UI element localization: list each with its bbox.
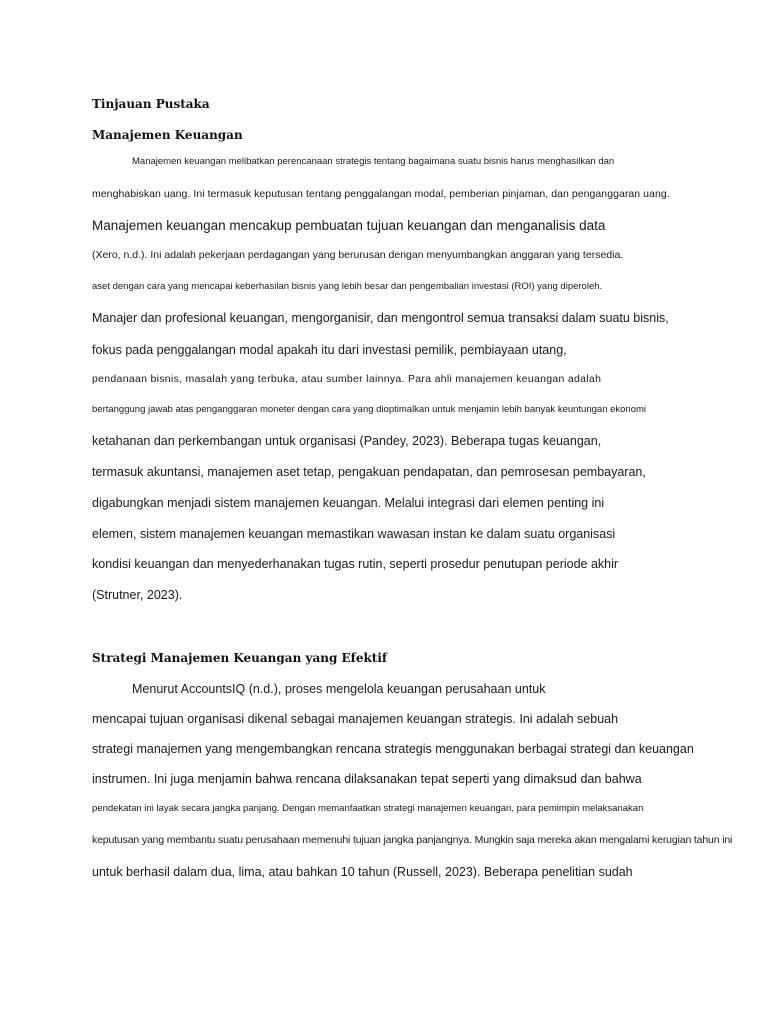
paragraph-line: pendanaan bisnis, masalah yang terbuka, atau sumber lainnya. Para ahli manajemen keuangan adalah	[92, 373, 602, 385]
paragraph-line: ketahanan dan perkembangan untuk organisasi (Pandey, 2023). Beberapa tugas keuangan,	[92, 434, 602, 448]
paragraph-line: mencapai tujuan organisasi dikenal sebagai manajemen keuangan strategis. Ini adalah sebuah	[92, 712, 619, 726]
paragraph-line: Menurut AccountsIQ (n.d.), proses mengelola keuangan perusahaan untuk	[132, 682, 546, 696]
paragraph-line: menghabiskan uang. Ini termasuk keputusan tentang penggalangan modal, pemberian pinjaman, dan penganggaran uang.	[92, 188, 670, 200]
paragraph-line: (Xero, n.d.). Ini adalah pekerjaan perdagangan yang berurusan dengan menyumbangkan anggaran yang tersedia.	[92, 249, 624, 261]
paragraph-line: termasuk akuntansi, manajemen aset tetap, pengakuan pendapatan, dan pemrosesan pembayaran,	[92, 465, 646, 479]
heading-manajemen-keuangan: Manajemen Keuangan	[92, 128, 243, 142]
paragraph-line: elemen, sistem manajemen keuangan memastikan wawasan instan ke dalam suatu organisasi	[92, 527, 616, 541]
paragraph-line: strategi manajemen yang mengembangkan rencana strategis menggunakan berbagai strategi dan keuangan	[92, 742, 694, 756]
paragraph-line: Manajemen keuangan mencakup pembuatan tujuan keuangan dan menganalisis data	[92, 218, 606, 233]
paragraph-line: pendekatan ini layak secara jangka panjang. Dengan memanfaatkan strategi manajemen keuangan, para pemimpin melaksanakan	[92, 803, 644, 814]
paragraph-line: (Strutner, 2023).	[92, 588, 183, 602]
paragraph-line: Manajemen keuangan melibatkan perencanaan strategis tentang bagaimana suatu bisnis harus menghasilkan dan	[132, 156, 615, 167]
paragraph-line: keputusan yang membantu suatu perusahaan memenuhi tujuan jangka panjangnya. Mungkin saja mereka akan mengalami kerugian tahun ini	[92, 834, 733, 846]
heading-tinjauan-pustaka: Tinjauan Pustaka	[92, 97, 210, 111]
paragraph-line: fokus pada penggalangan modal apakah itu dari investasi pemilik, pembiayaan utang,	[92, 343, 567, 357]
paragraph-line: kondisi keuangan dan menyederhanakan tugas rutin, seperti prosedur penutupan periode akhir	[92, 557, 619, 571]
paragraph-line: aset dengan cara yang mencapai keberhasilan bisnis yang lebih besar dan pengembalian investasi (ROI) yang diperoleh.	[92, 281, 603, 292]
paragraph-line: bertanggung jawab atas penganggaran moneter dengan cara yang dioptimalkan untuk menjamin lebih banyak keuntungan ekonomi	[92, 404, 647, 415]
paragraph-line: untuk berhasil dalam dua, lima, atau bahkan 10 tahun (Russell, 2023). Beberapa penelitian sudah	[92, 865, 633, 879]
heading-strategi-manajemen-keuangan: Strategi Manajemen Keuangan yang Efektif	[92, 651, 388, 665]
paragraph-line: Manajer dan profesional keuangan, mengorganisir, dan mengontrol semua transaksi dalam suatu bisnis,	[92, 311, 669, 325]
paragraph-line: digabungkan menjadi sistem manajemen keuangan. Melalui integrasi dari elemen penting ini	[92, 496, 605, 510]
paragraph-line: instrumen. Ini juga menjamin bahwa rencana dilaksanakan tepat seperti yang dimaksud dan bahwa	[92, 772, 642, 786]
